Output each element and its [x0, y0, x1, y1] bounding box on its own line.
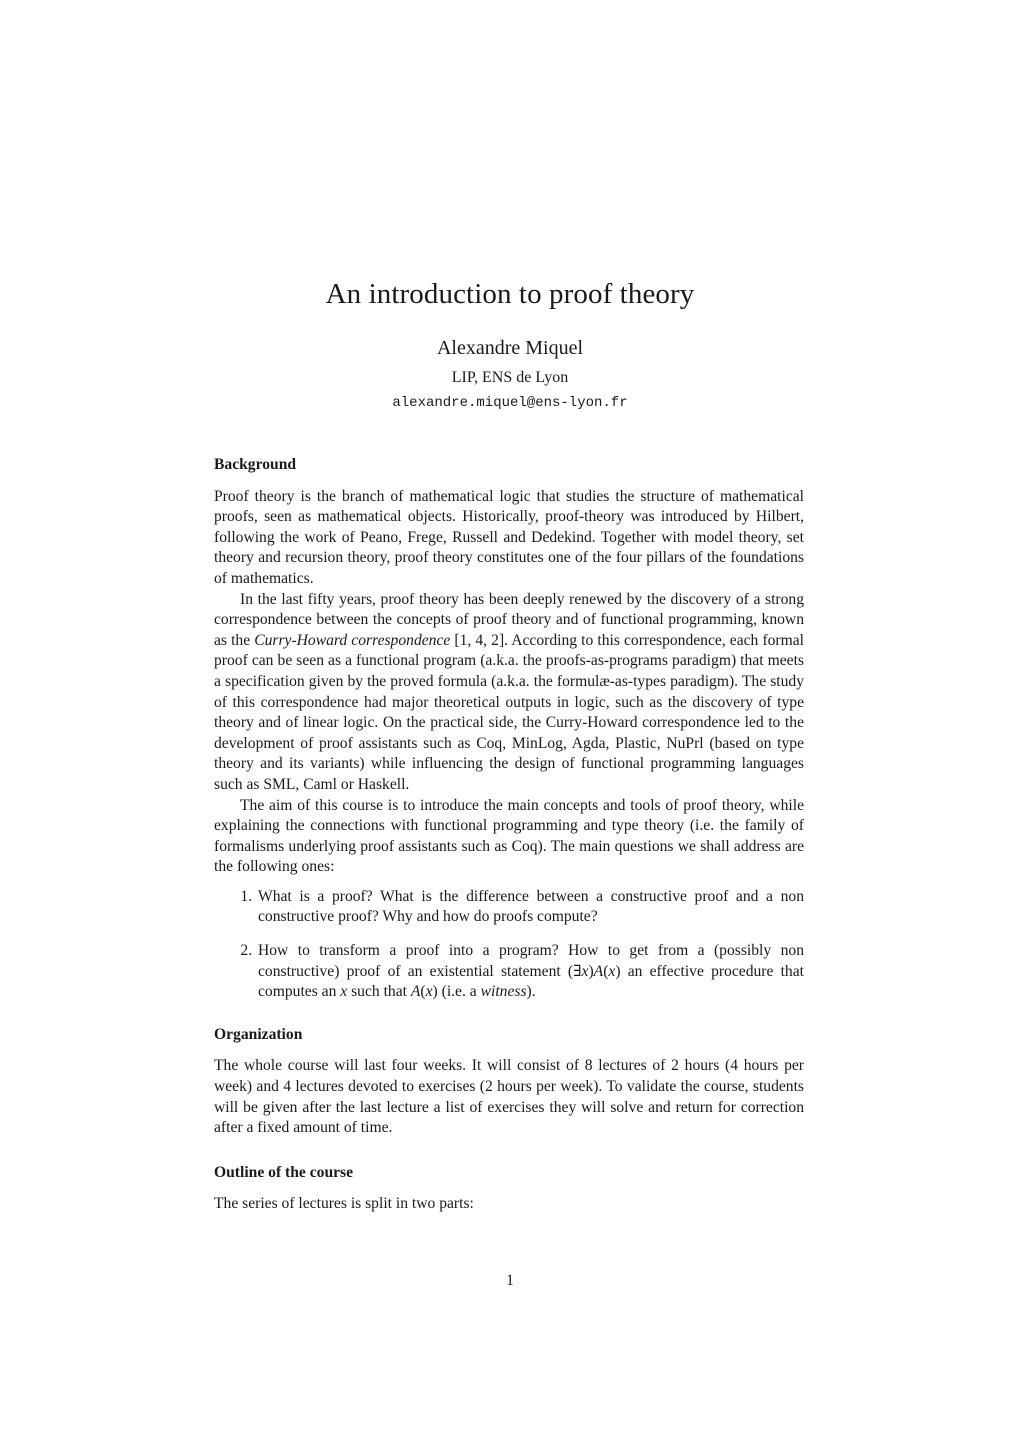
author-email: alexandre.miquel@ens-lyon.fr — [392, 395, 628, 411]
math-var: A — [593, 962, 604, 980]
paragraph — [214, 590, 804, 796]
paragraph: The series of lectures is split in two parts: — [214, 1195, 474, 1213]
text-span: ( — [603, 962, 609, 980]
text-span: ) (i.e. a — [432, 983, 481, 1001]
emphasis-text: Curry-Howard correspondence — [254, 631, 451, 649]
section-heading: Organization — [214, 1025, 303, 1043]
math-var: x — [340, 983, 348, 1001]
paper-body — [214, 455, 804, 1215]
question-list — [214, 887, 804, 1003]
emphasis-text: witness — [480, 983, 527, 1001]
author-name: Alexandre Miquel — [436, 337, 584, 359]
math-var: x — [581, 962, 589, 980]
text-span: ). — [526, 983, 536, 1001]
section-heading: Background — [214, 456, 297, 473]
text-span: such that — [347, 983, 411, 1001]
math-var: x — [608, 962, 616, 980]
text-span: In the last fifty years, proof theory has been deeply renewed by the discovery of a strong correspondence between the concepts of proof theory and of functional programming, known as the — [214, 590, 804, 649]
paper-title: An introduction to proof theory — [325, 278, 695, 310]
section-organization — [214, 1025, 804, 1139]
math-var: x — [425, 983, 433, 1001]
paragraph: Proof theory is the branch of mathematical logic that studies the structure of mathematical proofs, seen as mathematical objects. Historically, proof-theory was introduced by Hilbert, following the work of Peano, Frege, Russell and Dedekind. Together with model theory, set theory and recursion theory, proof theory constitutes one of the four pillars of the foundations of mathematics. — [214, 487, 804, 587]
list-item: 1. What is a proof? What is the difference between a constructive proof and a non constructive proof? Why and how do proofs compute? — [256, 887, 804, 928]
text-span: ) — [588, 962, 594, 980]
math-var: A — [410, 983, 421, 1001]
paragraph: The whole course will last four weeks. It will consist of 8 lectures of 2 hours (4 hours per week) and 4 lectures devoted to exercises (2 hours per week). To validate the course, students will be given after the last lecture a list of exercises they will solve and return for correction after a fixed amount of time. — [214, 1057, 804, 1137]
text-span: How to transform a proof into a program? How to get from a (possibly non constructive) proof of an existential statement (∃ — [258, 942, 804, 980]
text-span: ( — [420, 983, 426, 1001]
section-background — [214, 455, 804, 1003]
author-affiliation: LIP, ENS de Lyon — [451, 369, 569, 386]
paragraph: The aim of this course is to introduce the main concepts and tools of proof theory, while explaining the connections with functional programming and type theory (i.e. the family of formalisms underlying proof assistants such as Coq). The main questions we shall address are the following ones: — [214, 796, 804, 876]
list-item — [256, 941, 804, 1003]
section-heading: Outline of the course — [214, 1163, 354, 1181]
text-span: [1, 4, 2]. According to this correspondence, each formal proof can be seen as a functional program (a.k.a. the proofs-as-programs paradigm) that meets a specification given by the proved formula (a.k.a. the formulæ-as-types paradigm). The study of this correspondence had major theoretical outputs in logic, such as the discovery of type theory and of linear logic. On the practical side, the Curry-Howard correspondence led to the development of proof assistants such as Coq, MinLog, Agda, Plastic, NuPrl (based on type theory and its variants) while influencing the design of functional programming languages such as SML, Caml or Haskell. — [214, 631, 805, 793]
text-span: ) an effective procedure that computes an — [258, 962, 804, 1001]
section-outline — [214, 1163, 804, 1215]
page-number: 1 — [506, 1272, 514, 1289]
